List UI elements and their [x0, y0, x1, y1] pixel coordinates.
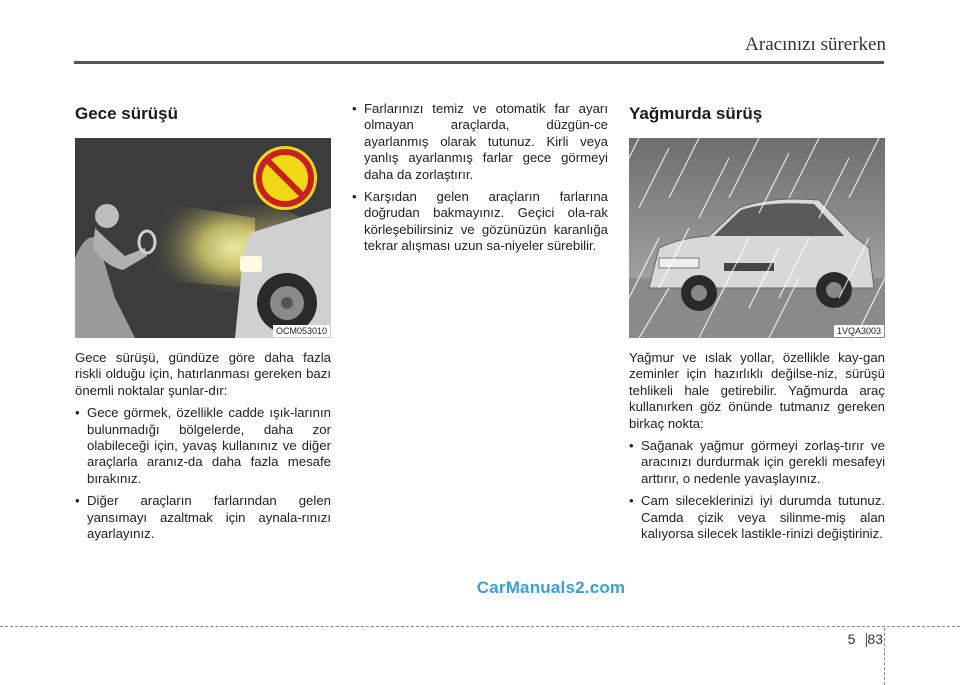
- paragraph-intro-night: Gece sürüşü, gündüze göre daha fazla riskli olduğu için, hatırlanması gereken bazı önemli noktalar şunlar-dır:: [75, 350, 331, 398]
- header-rule: [74, 61, 884, 64]
- figure-code: 1VQA3003: [834, 325, 884, 337]
- night-glare-illustration: [75, 138, 331, 338]
- column-rain-driving: [629, 104, 885, 548]
- column-night-driving: [75, 104, 331, 548]
- chapter-number: 5: [847, 631, 856, 647]
- list-item: • Karşıdan gelen araçların farlarına doğrudan bakmayınız. Geçici ola-rak körleşebilirsiniz ve gözünüzün karanlığa tekrar alışması uzun sa-niyeler sürebilir.: [352, 189, 608, 255]
- rain-car-illustration: [629, 138, 885, 338]
- bullet-list-night: [75, 405, 331, 542]
- section-heading-rain: Yağmurda sürüş: [629, 104, 763, 123]
- figure-night-driving: [75, 138, 331, 338]
- crop-mark-line: [884, 628, 885, 685]
- bullet-list-rain: [629, 438, 885, 542]
- running-header: Aracınızı sürerken: [745, 34, 886, 55]
- figure-code: OCM053010: [273, 325, 330, 337]
- bullet-list-night-continued: [352, 101, 608, 255]
- list-item: • Gece görmek, özellikle cadde ışık-larının bulunmadığı bölgelerde, daha zor olabileceği için, yavaş kullanınız ve diğer araçlarla aranız-da daha fazla mesafe bırakınız.: [75, 405, 331, 487]
- watermark-link[interactable]: CarManuals2.com: [476, 578, 626, 597]
- paragraph-intro-rain: Yağmur ve ıslak yollar, özellikle kay-gan zeminler için hazırlıklı değilse-niz, sürüşü tehlikeli hale getirebilir. Yağmurda araç kullanırken göz önünde tutmanız gereken birkaç nokta:: [629, 350, 885, 431]
- section-heading-night: Gece sürüşü: [75, 104, 178, 123]
- list-item: • Farlarınızı temiz ve otomatik far ayarı olmayan araçlarda, düzgün-ce ayarlanmış olarak tutunuz. Kirli veya yanlış ayarlanmış farlar gece görmeyi daha da zorlaştırır.: [352, 101, 608, 183]
- column-night-continued: [352, 101, 608, 261]
- list-item: • Diğer araçların farlarından gelen yansımayı azaltmak için aynala-rınızı ayarlayınız.: [75, 493, 331, 542]
- figure-rain-driving: [629, 138, 885, 338]
- page-number-value: 83: [867, 631, 883, 647]
- page-number: [848, 631, 883, 647]
- list-item: • Cam sileceklerinizi iyi durumda tutunuz. Camda çizik veya silinme-miş alan kalıyorsa silecek lastikle-rinizi değiştiriniz.: [629, 493, 885, 542]
- footer-rule: [0, 626, 960, 627]
- list-item: • Sağanak yağmur görmeyi zorlaş-tırır ve aracınızı durdurmak için gerekli mesafeyi arttırır, o nedenle yavaşlayınız.: [629, 438, 885, 487]
